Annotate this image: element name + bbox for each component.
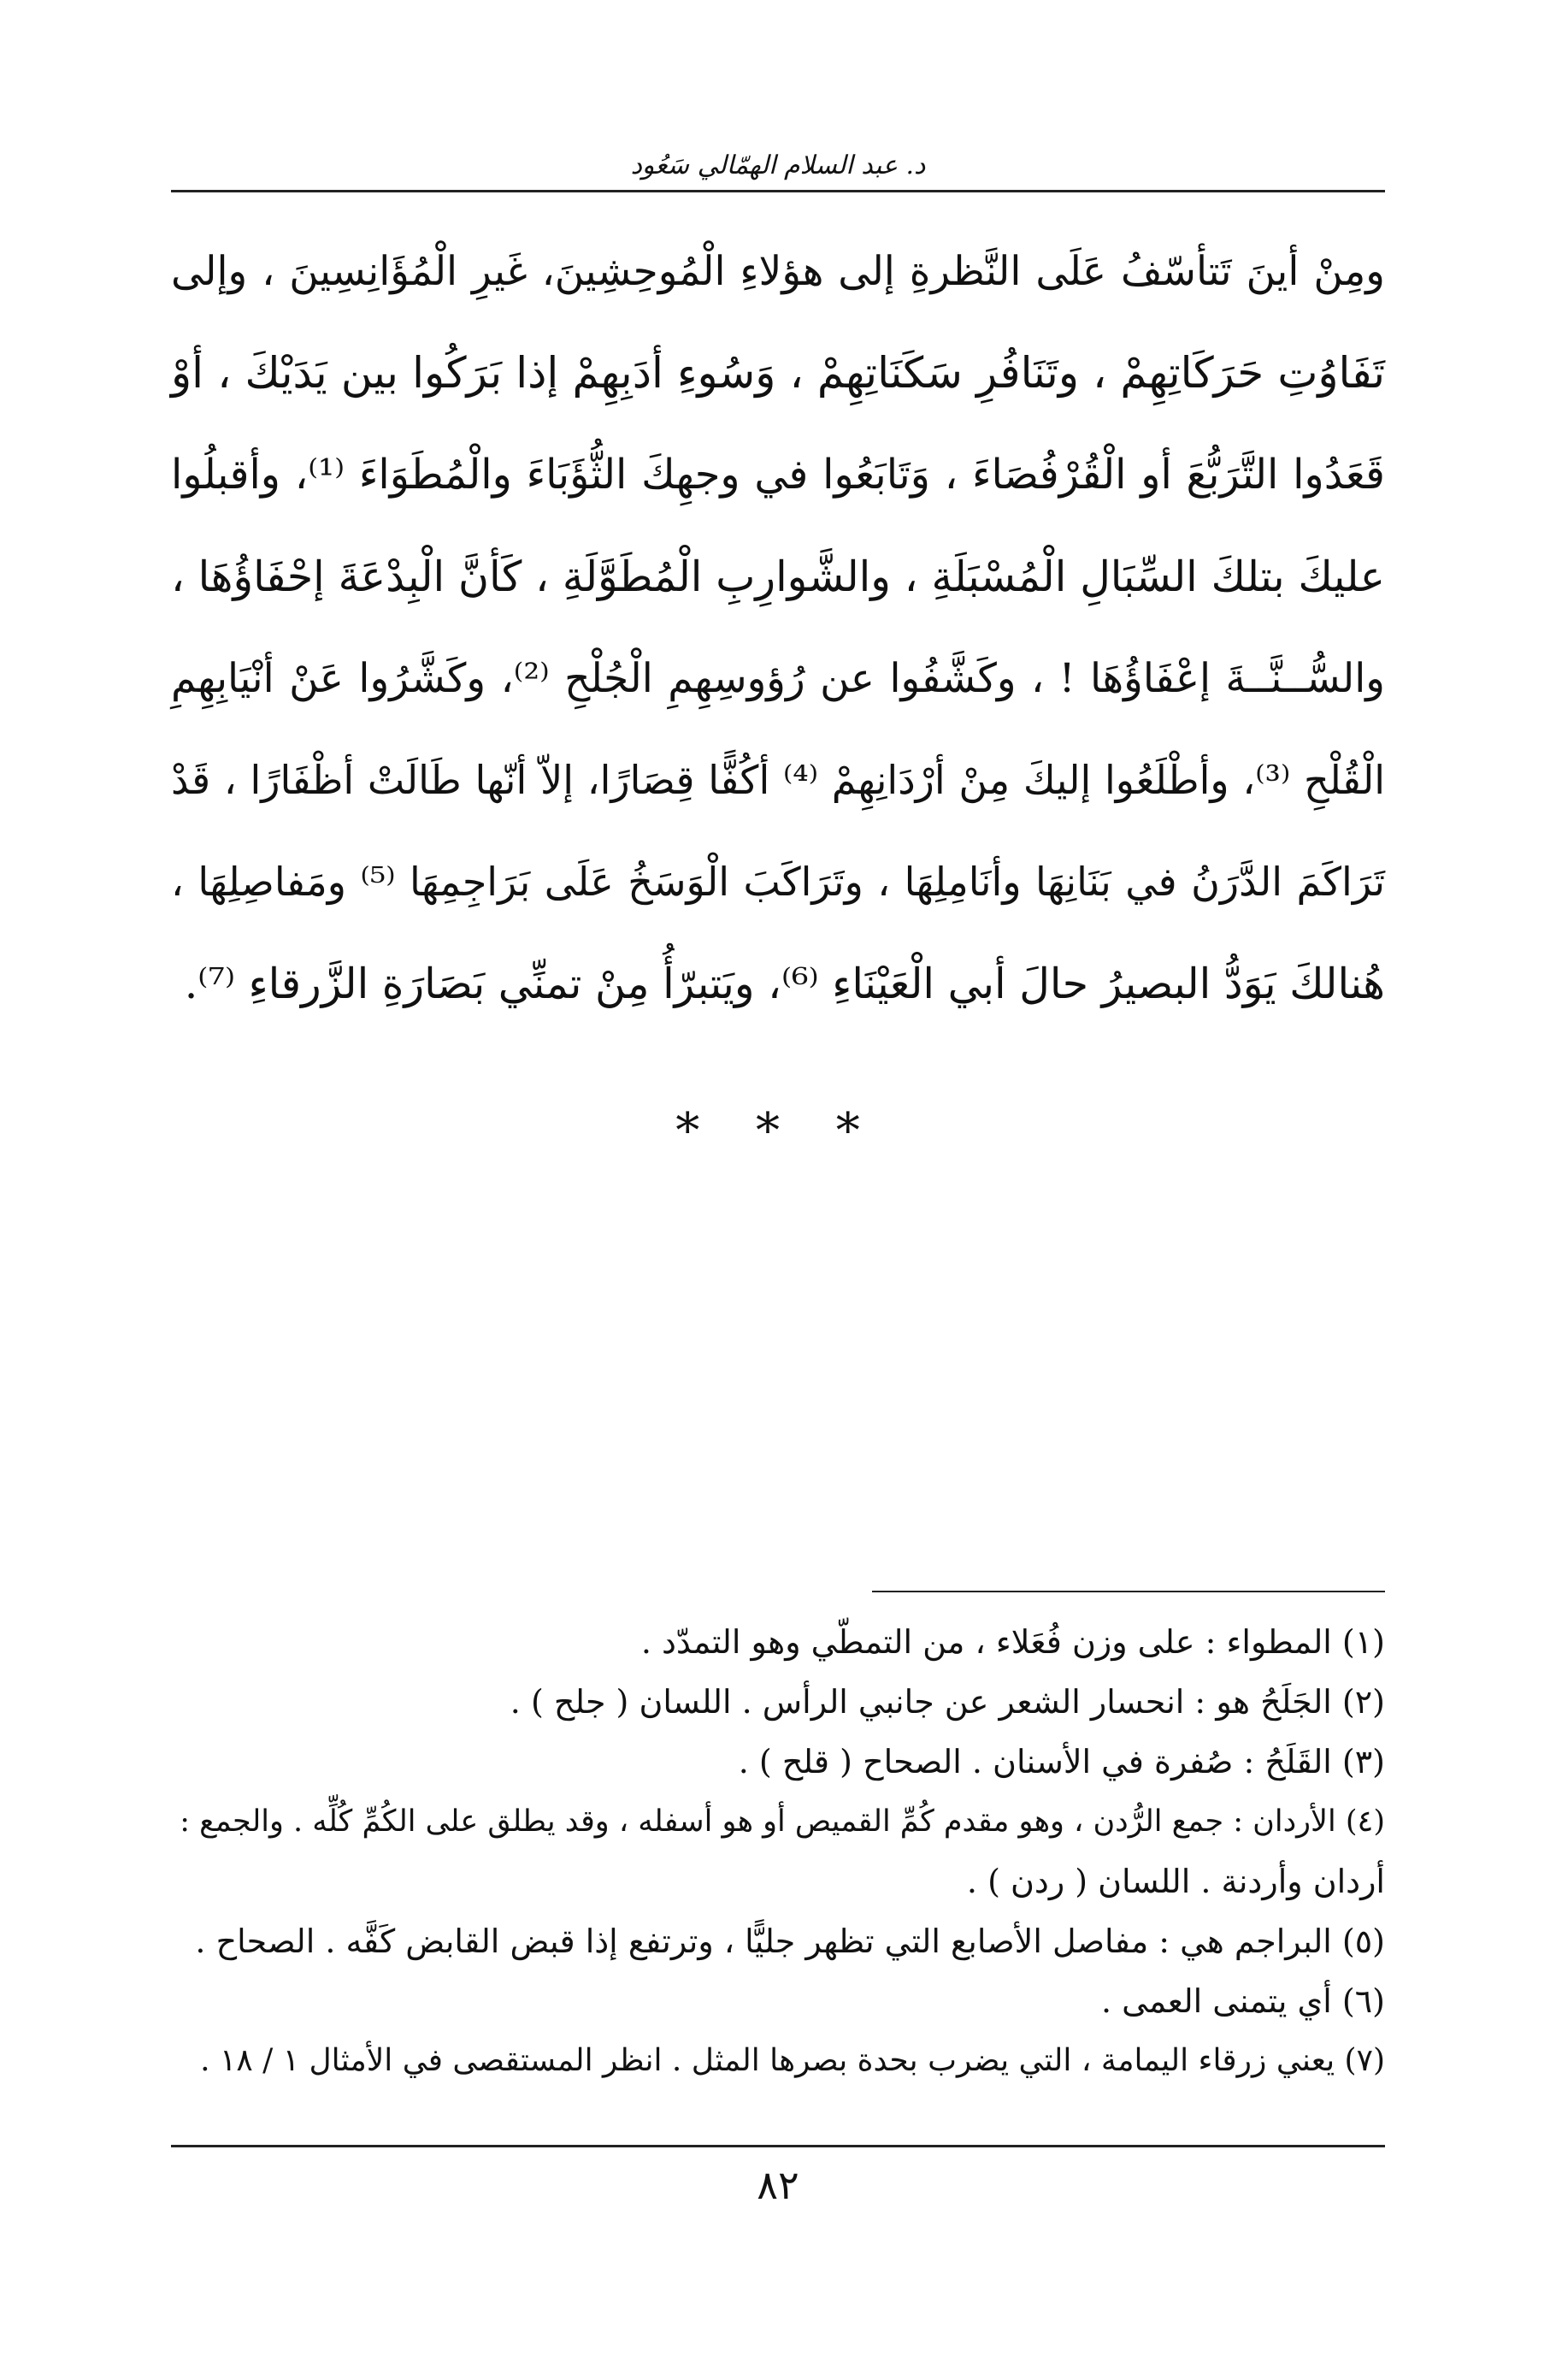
section-separator: * * *: [675, 1103, 881, 1159]
body-line: والسُّــنَّــةَ إعْفَاؤُهَا ! ، وكَشَّفُوا عن رُؤوسِهِمِ الْجُلْحِ ⁽²⁾، وكَشَّرُوا عَنْ أنْيَابِهِمِ: [171, 655, 1385, 702]
footnote-1: (١) المطواء : على وزن فُعَلاء ، من التمطّي وهو التمدّد .: [640, 1623, 1385, 1661]
footer-rule: [171, 2145, 1385, 2147]
footnote-4-continuation: أردان وأردنة . اللسان ( ردن ) .: [966, 1863, 1385, 1900]
body-line: عليكَ بتلكَ السِّبَالِ الْمُسْبَلَةِ ، والشَّوارِبِ الْمُطَوَّلَةِ ، كَأنَّ الْبِدْعَةَ إحْفَاؤُهَا ،: [171, 552, 1385, 601]
running-header-author: د. عبد السلام الهمّالي سَعُود: [630, 151, 926, 180]
body-line: قَعَدُوا التَّرَبُّعَ أو الْقُرْفُصَاءَ ، وَتَابَعُوا في وجهِكَ الثُّؤَبَاءَ والْمُطَوَاءَ ⁽¹⁾، وأقبلُوا: [171, 451, 1385, 499]
main-paragraph: [171, 221, 1385, 1035]
body-line: هُنالكَ يَوَدُّ البصيرُ حالَ أبي الْعَيْنَاءِ ⁽⁶⁾، ويَتبرّأُ مِنْ تمنِّي بَصَارَةِ الزَّرقاءِ ⁽⁷⁾.: [184, 960, 1385, 1008]
footnote-7: (٧) يعني زرقاء اليمامة ، التي يضرب بحدة بصرها المثل . انظر المستقصى في الأمثال ١ / ١٨ .: [200, 2043, 1385, 2078]
footnote-rule: [872, 1591, 1385, 1592]
footnote-6: (٦) أي يتمنى العمى .: [1100, 1982, 1385, 2020]
footnote-3: (٣) القَلَحُ : صُفرة في الأسنان . الصحاح ( قلح ) .: [738, 1743, 1385, 1781]
footnote-2: (٢) الجَلَحُ هو : انحسار الشعر عن جانبي الرأس . اللسان ( جلح ) .: [510, 1683, 1385, 1721]
header-rule: [171, 190, 1385, 192]
footnotes: [171, 1612, 1385, 2091]
footnote-4: (٤) الأردان : جمع الرُّدن ، وهو مقدم كُمِّ القميص أو هو أسفله ، وقد يطلق على الكُمِّ كُلِّه . والجمع :: [180, 1804, 1385, 1839]
body-line: تَفَاوُتِ حَرَكَاتِهِمْ ، وتَنَافُرِ سَكَنَاتِهِمْ ، وَسُوءِ أدَبِهِمْ إذا بَرَكُوا بين يَدَيْكَ ، أوْ: [171, 348, 1385, 398]
page-number: ٨٢: [757, 2162, 799, 2208]
footnote-5: (٥) البراجم هي : مفاصل الأصابع التي تظهر جليًّا ، وترتفع إذا قبض القابض كَفَّه . الصحاح .: [195, 1922, 1385, 1960]
body-line: ومِنْ أينَ تَتأسّفُ عَلَى النَّظرةِ إلى هؤلاءِ الْمُوحِشِينَ، غَيرِ الْمُؤَانِسِينَ ، وإلى: [171, 248, 1385, 295]
body-line: الْقُلْحِ ⁽³⁾، وأطْلَعُوا إليكَ مِنْ أرْدَانِهِمْ ⁽⁴⁾ أكُفًّا قِصَارًا، إلاّ أنّها طَالَتْ أظْفَارًا ، قَدْ: [171, 757, 1385, 803]
body-line: تَرَاكَمَ الدَّرَنُ في بَنَانِهَا وأنَامِلِهَا ، وتَرَاكَبَ الْوَسَخُ عَلَى بَرَاجِمِهَا ⁽⁵⁾ ومَفاصِلِهَا ،: [171, 859, 1385, 905]
